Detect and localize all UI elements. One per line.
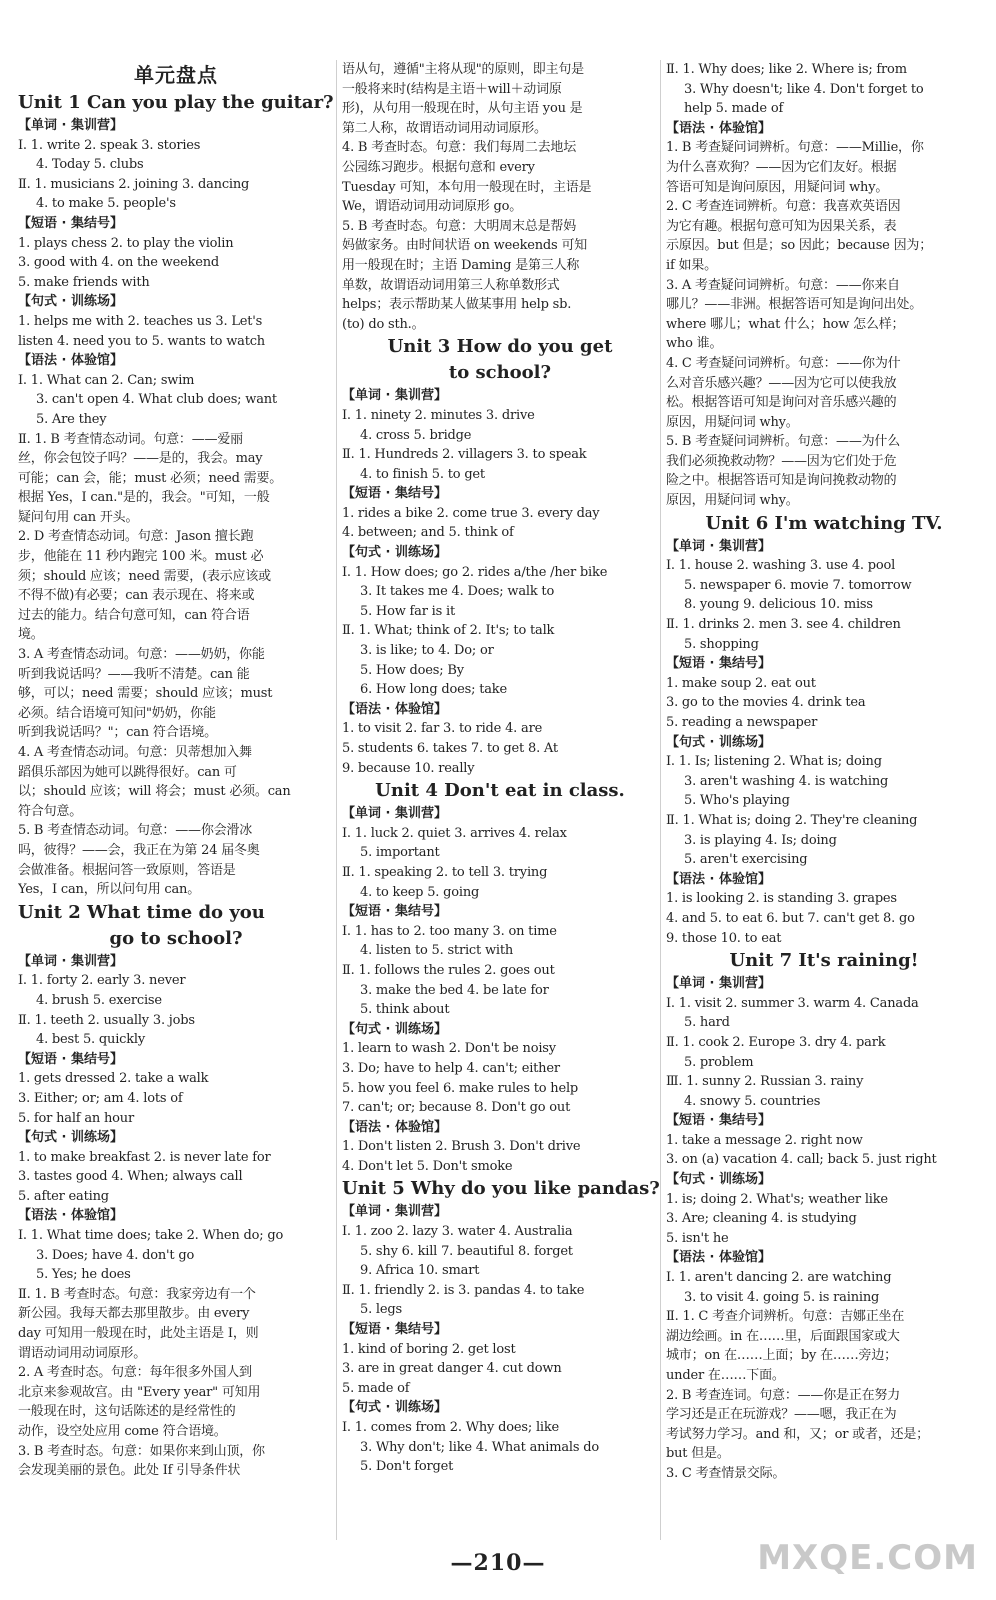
answer-line: Ⅱ. 1. teeth 2. usually 3. jobs	[18, 1012, 195, 1028]
exercise-section-label: 【单词 · 集训营】	[342, 806, 447, 822]
answer-line: 4. brush 5. exercise	[36, 992, 162, 1008]
answer-line: 4. between; and 5. think of	[342, 525, 514, 541]
answer-line: Ⅰ. 1. comes from 2. Why does; like	[342, 1420, 560, 1435]
answer-line: 听到我说话吗？——我听不清楚。can 能	[18, 666, 250, 682]
answer-line: 5. newspaper 6. movie 7. tomorrow	[684, 577, 912, 593]
exercise-section-label: 【短语 · 集结号】	[342, 1322, 447, 1338]
answer-line: 蹈俱乐部因为她可以跳得很好。can 可	[18, 764, 237, 780]
exercise-section-label: 【句式 · 训练场】	[666, 1172, 771, 1188]
answer-line: 4. cross 5. bridge	[360, 427, 472, 443]
answer-line: Ⅱ. 1. speaking 2. to tell 3. trying	[342, 864, 548, 880]
answer-line: 哪儿？——非洲。根据答语可知是询问出处。	[666, 297, 923, 313]
answer-line: 北京来参观故宫。由 "Every year" 可知用	[18, 1384, 261, 1400]
answer-line: 9. because 10. really	[342, 760, 475, 776]
answer-line: Ⅰ. 1. zoo 2. lazy 3. water 4. Australia	[342, 1224, 573, 1240]
answer-line: 3. tastes good 4. When; always call	[18, 1169, 243, 1185]
answer-line: 5. made of	[342, 1380, 410, 1396]
answer-line: 语从句，遵循"主将从现"的原则，即主句是	[342, 62, 584, 77]
answer-line: 我们必须挽救动物？——因为它们处于危	[666, 453, 897, 469]
answer-line: 3. Why don't; like 4. What animals do	[360, 1439, 600, 1455]
answer-line: 5. reading a newspaper	[666, 715, 818, 730]
answer-line: 5. B 考查情态动词。句意：——你会滑冰	[18, 823, 253, 839]
answer-line: Ⅰ. 1. write 2. speak 3. stories	[18, 137, 201, 153]
answer-line: 3. C 考查情景交际。	[666, 1465, 786, 1481]
answer-line: 5. after eating	[18, 1188, 109, 1204]
answer-line: 须；should 应该；need 需要，(表示应该或	[18, 568, 271, 584]
answer-line: 5. how you feel 6. make rules to help	[342, 1080, 579, 1096]
answer-line: 湖边绘画。in 在……里，后面跟国家或大	[666, 1328, 900, 1344]
answer-line: if 如果。	[666, 257, 717, 273]
answer-line: 形)，从句用一般现在时，从句主语 you 是	[342, 101, 583, 117]
exercise-section-label: 【短语 · 集结号】	[18, 215, 123, 231]
exercise-section-label: 【短语 · 集结号】	[342, 904, 447, 920]
answer-line: 3. go to the movies 4. drink tea	[666, 695, 866, 711]
answer-line: 么对音乐感兴趣？——因为它可以使我放	[666, 375, 897, 391]
answer-line: (to) do sth.。	[342, 316, 425, 332]
answer-line: 1. B 考查疑问词辨析。句意：——Millie，你	[666, 140, 924, 156]
answer-line: 5. Who's playing	[684, 793, 790, 809]
answer-line: helps；表示帮助某人做某事用 help sb.	[342, 297, 572, 313]
answer-line: 3. Either; or; am 4. lots of	[18, 1090, 183, 1106]
answer-line: 1. kind of boring 2. get lost	[342, 1341, 516, 1357]
answer-line: 9. Africa 10. smart	[360, 1263, 480, 1279]
exercise-section-label: 【语法 · 体验馆】	[342, 701, 447, 717]
answer-line: Ⅰ. 1. visit 2. summer 3. warm 4. Canada	[666, 995, 919, 1011]
answer-line: 5. students 6. takes 7. to get 8. At	[342, 741, 558, 756]
answer-line: Ⅰ. 1. How does; go 2. rides a/the /her bike	[342, 564, 608, 580]
answer-line: help 5. made of	[684, 101, 784, 117]
answer-line: Ⅰ. 1. house 2. washing 3. use 4. pool	[666, 558, 896, 574]
answer-line: 为它有趣。根据句意可知为因果关系，表	[666, 218, 897, 234]
exercise-section-label: 【单词 · 集训营】	[342, 388, 447, 404]
exercise-section-label: 【语法 · 体验馆】	[666, 1250, 771, 1266]
answer-line: 5. Yes; he does	[36, 1267, 131, 1283]
unit-heading: go to school?	[109, 927, 243, 949]
answer-line: 1. is; doing 2. What's; weather like	[666, 1191, 888, 1207]
exercise-section-label: 【单词 · 集训营】	[18, 953, 123, 969]
exercise-section-label: 【单词 · 集训营】	[18, 118, 123, 133]
answer-line: where 哪儿；what 什么；how 怎么样；	[666, 316, 905, 332]
answer-line: 4. Today 5. clubs	[36, 157, 144, 173]
answer-line: 3. to visit 4. going 5. is raining	[684, 1289, 880, 1305]
exercise-section-label: 【短语 · 集结号】	[666, 656, 771, 672]
answer-line: Ⅰ. 1. What time does; take 2. When do; go	[18, 1228, 284, 1244]
answer-line: 4. C 考查疑问词辨析。句意：——你为什	[666, 355, 901, 371]
answer-line: 丝，你会包饺子吗？——是的，我会。may	[18, 451, 263, 467]
answer-line: 5. B 考查疑问词辨析。句意：——为什么	[666, 434, 901, 450]
answer-line: 吗，彼得？——会，我正在为第 24 届冬奥	[18, 842, 260, 858]
answer-line: who 谁。	[666, 336, 723, 352]
watermark: MXQE.COM	[757, 1538, 978, 1578]
answer-line: 5. shy 6. kill 7. beautiful 8. forget	[360, 1243, 573, 1259]
unit-heading: Unit 3 How do you get	[387, 336, 613, 358]
answer-line: 3. Why doesn't; like 4. Don't forget to	[684, 81, 924, 97]
answer-line: 6. How long does; take	[360, 682, 507, 698]
answer-line: Ⅱ. 1. What; think of 2. It's; to talk	[342, 623, 555, 639]
answer-line: 4. to keep 5. going	[360, 884, 480, 900]
answer-line: 符合句意。	[18, 803, 83, 819]
answer-line: 2. A 考查时态。句意：每年很多外国人到	[18, 1365, 252, 1381]
answer-line: Ⅰ. 1. ninety 2. minutes 3. drive	[342, 407, 535, 423]
exercise-section-label: 【单词 · 集训营】	[666, 976, 771, 992]
answer-line: 7. can't; or; because 8. Don't go out	[342, 1100, 571, 1116]
answer-line: 4. to make 5. people's	[36, 196, 176, 212]
answer-line: 4. B 考查时态。句意：我们每周二去地坛	[342, 140, 577, 156]
exercise-section-label: 【句式 · 训练场】	[342, 1021, 447, 1037]
answer-line: 4. and 5. to eat 6. but 7. can't get 8. go	[666, 910, 915, 926]
answer-line: 学习还是正在玩游戏？——嗯，我正在为	[666, 1407, 897, 1423]
answer-line: 8. young 9. delicious 10. miss	[684, 597, 873, 613]
answer-line: 5. shopping	[684, 636, 759, 652]
answer-line: 单数，故谓语动词用第三人称单数形式	[342, 277, 560, 293]
exercise-section-label: 【短语 · 集结号】	[342, 486, 447, 502]
answer-line: 1. take a message 2. right now	[666, 1132, 863, 1148]
answer-line: 4. best 5. quickly	[36, 1032, 146, 1048]
answer-line: Ⅱ. 1. follows the rules 2. goes out	[342, 962, 555, 978]
answer-line: 4. to finish 5. to get	[360, 466, 485, 482]
answer-line: 3. good with 4. on the weekend	[18, 255, 220, 271]
answer-line: 会发现美丽的景色。此处 If 引导条件状	[18, 1463, 241, 1479]
exercise-section-label: 【短语 · 集结号】	[666, 1113, 771, 1129]
answer-line: 3. It takes me 4. Does; walk to	[360, 584, 555, 600]
unit-heading: to school?	[448, 362, 552, 384]
answer-line: 3. A 考查情态动词。句意：——奶奶，你能	[18, 647, 265, 663]
answer-line: Ⅱ. 1. B 考查情态动词。句意：——爱丽	[18, 431, 243, 447]
answer-line: 3. Are; cleaning 4. is studying	[666, 1211, 857, 1227]
answer-line: 3. Does; have 4. don't go	[36, 1247, 195, 1263]
exercise-section-label: 【语法 · 体验馆】	[666, 120, 771, 136]
answer-line: 原因，用疑问词 why。	[666, 493, 799, 509]
answer-line: 1. Don't listen 2. Brush 3. Don't drive	[342, 1139, 581, 1155]
answer-line: 4. listen to 5. strict with	[360, 943, 514, 959]
answer-line: 1. is looking 2. is standing 3. grapes	[666, 891, 897, 907]
answer-line: 4. Don't let 5. Don't smoke	[342, 1158, 513, 1174]
answer-line: 必须。结合语境可知问"奶奶，你能	[18, 705, 216, 721]
answer-line: 步，他能在 11 秒内跑完 100 米。must 必	[18, 549, 264, 565]
answer-line: 5. for half an hour	[18, 1110, 134, 1126]
answer-line: 1. plays chess 2. to play the violin	[18, 235, 234, 251]
answer-line: 3. A 考查疑问词辨析。句意：——你来自	[666, 277, 900, 293]
exercise-section-label: 【句式 · 训练场】	[342, 545, 447, 561]
answer-line: Ⅰ. 1. has to 2. too many 3. on time	[342, 923, 557, 939]
unit-heading: Unit 1 Can you play the guitar?	[18, 92, 334, 113]
answer-line: 3. make the bed 4. be late for	[360, 982, 549, 998]
answer-line: 2. D 考查情态动词。句意：Jason 擅长跑	[18, 529, 254, 545]
answer-line: 1. to make breakfast 2. is never late for	[18, 1149, 271, 1165]
exercise-section-label: 【语法 · 体验馆】	[18, 353, 123, 369]
answer-line: 5. think about	[360, 1002, 450, 1018]
unit-heading: Unit 2 What time do you	[18, 901, 265, 923]
answer-line: 一般现在时，这句话陈述的是经常性的	[18, 1404, 236, 1420]
exercise-section-label: 【语法 · 体验馆】	[666, 871, 771, 887]
answer-line: 够，可以；need 需要；should 应该；must	[18, 686, 273, 702]
answer-line: Ⅱ. 1. drinks 2. men 3. see 4. children	[666, 617, 901, 633]
answer-line: 5. hard	[684, 1015, 730, 1031]
answer-line: Ⅰ. 1. luck 2. quiet 3. arrives 4. relax	[342, 825, 567, 841]
answer-line: 5. How does; By	[360, 662, 464, 678]
answer-line: 3. are in great danger 4. cut down	[342, 1361, 562, 1377]
answer-line: 1. rides a bike 2. come true 3. every day	[342, 505, 600, 521]
answer-line: 不得不做)有必要；can 表示现在、将来或	[18, 588, 255, 604]
unit-heading: Unit 4 Don't eat in class.	[375, 780, 625, 802]
answer-line: Ⅰ. 1. What can 2. Can; swim	[18, 372, 195, 388]
answer-line: 3. on (a) vacation 4. call; back 5. just right	[666, 1152, 937, 1168]
answer-line: 会做准备。根据问答一致原则，答语是	[18, 862, 236, 878]
answer-line: 5. B 考查时态。句意：大明周末总是帮妈	[342, 218, 577, 234]
answer-line: 3. can't open 4. What club does; want	[36, 392, 277, 408]
answer-line: 3. Do; have to help 4. can't; either	[342, 1060, 560, 1076]
section-title: 单元盘点	[134, 63, 218, 87]
answer-line: Ⅱ. 1. cook 2. Europe 3. dry 4. park	[666, 1034, 886, 1050]
column-divider	[336, 60, 337, 1540]
exercise-section-label: 【语法 · 体验馆】	[342, 1119, 447, 1135]
answer-line: Ⅱ. 1. B 考查时态。句意：我家旁边有一个	[18, 1286, 256, 1302]
answer-line: Ⅰ. 1. Is; listening 2. What is; doing	[666, 754, 882, 770]
answer-line: 听到我说话吗？"；can 符合语境。	[18, 725, 217, 741]
answer-line: 妈做家务。由时间状语 on weekends 可知	[342, 238, 588, 254]
answer-line: 公园练习跑步。根据句意和 every	[342, 159, 535, 175]
answer-line: 过去的能力。结合句意可知，can 符合语	[18, 607, 250, 623]
answer-line: 1. learn to wash 2. Don't be noisy	[342, 1041, 556, 1057]
answer-column-left	[18, 60, 334, 1481]
answer-column-right	[666, 60, 982, 1484]
answer-line: 3. is like; to 4. Do; or	[360, 643, 494, 659]
exercise-section-label: 【句式 · 训练场】	[18, 294, 123, 310]
answer-line: 用一般现在时；主语 Daming 是第三人称	[342, 257, 580, 273]
answer-line: 1. to visit 2. far 3. to ride 4. are	[342, 721, 543, 737]
answer-column-middle	[342, 60, 658, 1477]
answer-line: 5. legs	[360, 1302, 402, 1318]
answer-line: 根据 Yes，I can."是的，我会。"可知，一般	[18, 490, 270, 506]
answer-line: listen 4. need you to 5. wants to watch	[18, 333, 265, 349]
answer-line: Ⅲ. 1. sunny 2. Russian 3. rainy	[666, 1074, 864, 1090]
column-divider	[660, 60, 661, 1540]
answer-line: Ⅱ. 1. C 考查介词辨析。句意：吉娜正坐在	[666, 1309, 905, 1325]
answer-line: 可能；can 会，能；must 必须；need 需要。	[18, 470, 283, 486]
answer-line: Ⅰ. 1. forty 2. early 3. never	[18, 973, 186, 989]
answer-line: 5. isn't he	[666, 1230, 729, 1246]
answer-line: 5. problem	[684, 1054, 754, 1070]
unit-heading: Unit 7 It's raining!	[729, 950, 919, 972]
answer-line: 一般将来时(结构是主语＋will＋动词原	[342, 81, 562, 97]
answer-line: Tuesday 可知，本句用一般现在时，主语是	[342, 179, 592, 195]
answer-line: 为什么喜欢狗？——因为它们友好。根据	[666, 159, 897, 175]
answer-line: 考试努力学习。and 和，又；or 或者，还是；	[666, 1426, 929, 1442]
answer-line: 松。根据答语可知是询问对音乐感兴趣的	[666, 395, 897, 411]
answer-line: 4. snowy 5. countries	[684, 1093, 821, 1109]
answer-line: 原因，用疑问词 why。	[666, 414, 799, 430]
answer-line: 答语可知是询问原因，用疑问词 why。	[666, 179, 889, 195]
answer-line: 3. B 考查时态。句意：如果你来到山顶，你	[18, 1443, 265, 1459]
answer-line: 5. Are they	[36, 411, 107, 427]
answer-line: Ⅱ. 1. friendly 2. is 3. pandas 4. to take	[342, 1282, 585, 1298]
answer-line: but 但是。	[666, 1446, 730, 1462]
answer-line: 2. C 考查连词辨析。句意：我喜欢英语因	[666, 199, 901, 215]
answer-line: 3. aren't washing 4. is watching	[684, 773, 889, 789]
answer-line: Ⅱ. 1. What is; doing 2. They're cleaning	[666, 812, 918, 828]
exercise-section-label: 【句式 · 训练场】	[342, 1400, 447, 1416]
answer-line: under 在……下面。	[666, 1368, 785, 1383]
exercise-section-label: 【单词 · 集训营】	[342, 1204, 447, 1220]
unit-heading: Unit 6 I'm watching TV.	[705, 512, 943, 534]
exercise-section-label: 【短语 · 集结号】	[18, 1051, 123, 1067]
answer-line: 险之中。根据答语可知是询问挽救动物的	[666, 473, 897, 489]
answer-line: Yes，I can，所以问句用 can。	[18, 882, 201, 898]
answer-line: 第二人称，故谓语动词用动词原形。	[342, 120, 547, 136]
answer-line: 谓语动词用动词原形。	[18, 1345, 147, 1361]
answer-line: We，谓语动词用动词原形 go。	[342, 199, 523, 215]
answer-line: 5. Don't forget	[360, 1459, 454, 1475]
answer-line: 4. A 考查情态动词。句意：贝蒂想加入舞	[18, 745, 252, 760]
answer-line: 1. gets dressed 2. take a walk	[18, 1071, 209, 1087]
answer-line: 5. important	[360, 845, 440, 861]
answer-line: 动作，设空处应用 come 符合语境。	[18, 1424, 227, 1439]
answer-line: 1. helps me with 2. teaches us 3. Let's	[18, 313, 263, 329]
answer-line: 9. those 10. to eat	[666, 930, 782, 946]
answer-line: 5. How far is it	[360, 603, 456, 619]
answer-line: 示原因。but 但是；so 因此；because 因为；	[666, 238, 932, 254]
answer-line: 新公园。我每天都去那里散步。由 every	[18, 1306, 250, 1322]
answer-line: Ⅱ. 1. musicians 2. joining 3. dancing	[18, 176, 250, 192]
answer-line: Ⅱ. 1. Why does; like 2. Where is; from	[666, 62, 907, 77]
answer-line: 3. is playing 4. Is; doing	[684, 832, 837, 848]
answer-line: 城市；on 在……上面；by 在……旁边；	[666, 1348, 897, 1364]
answer-page	[12, 60, 984, 1540]
answer-line: 境。	[18, 627, 44, 643]
unit-heading: Unit 5 Why do you like pandas?	[342, 1178, 660, 1200]
exercise-section-label: 【句式 · 训练场】	[666, 734, 771, 750]
exercise-section-label: 【句式 · 训练场】	[18, 1130, 123, 1146]
answer-line: Ⅱ. 1. Hundreds 2. villagers 3. to speak	[342, 447, 587, 463]
answer-line: Ⅰ. 1. aren't dancing 2. are watching	[666, 1270, 892, 1286]
answer-line: 以；should 应该；will 将会；must 必须。can	[18, 784, 291, 800]
answer-line: 1. make soup 2. eat out	[666, 675, 816, 691]
answer-line: 5. make friends with	[18, 274, 150, 290]
exercise-section-label: 【单词 · 集训营】	[666, 538, 771, 554]
answer-line: 5. aren't exercising	[684, 852, 808, 868]
answer-line: day 可知用一般现在时，此处主语是 I，则	[18, 1326, 259, 1342]
answer-line: 疑问句用 can 开头。	[18, 509, 139, 525]
page-number: —210—	[450, 1550, 546, 1576]
answer-line: 2. B 考查连词。句意：——你是正在努力	[666, 1387, 901, 1403]
exercise-section-label: 【语法 · 体验馆】	[18, 1208, 123, 1224]
